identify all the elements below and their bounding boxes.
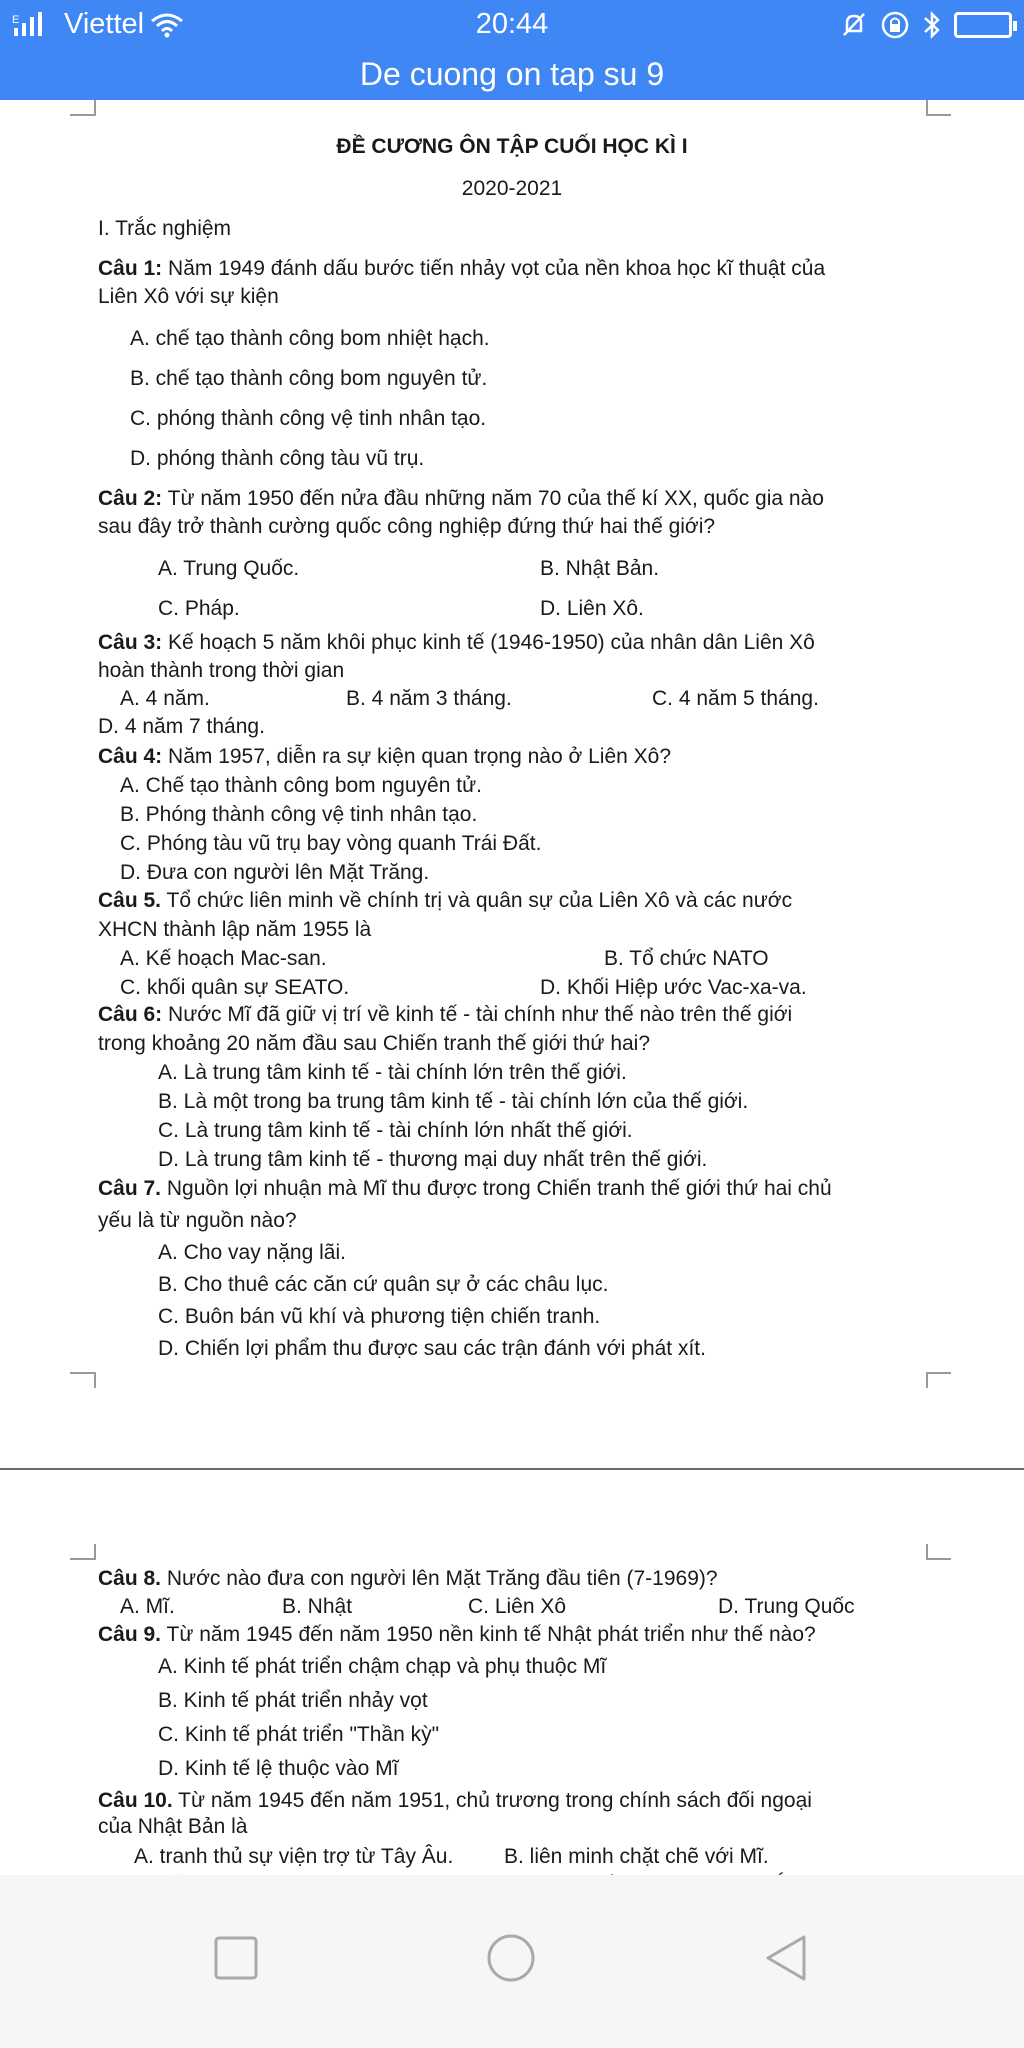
option: B. Là một trong ba trung tâm kinh tế - tài chính lớn của thế giới. — [158, 1090, 749, 1113]
option: B. Phóng thành công vệ tinh nhân tạo. — [120, 803, 478, 826]
lock-rotation-icon — [880, 10, 910, 40]
navigation-bar — [0, 1875, 1024, 2048]
page-corner-mark — [70, 100, 96, 116]
question-2-cont: sau đây trở thành cường quốc công nghiệp đứng thứ hai thế giới? — [98, 515, 716, 538]
option: C. Pháp. — [158, 597, 240, 620]
carrier-name: Viettel — [64, 8, 145, 40]
question-5: Câu 5. Tổ chức liên minh về chính trị và quân sự của Liên Xô và các nước — [98, 889, 793, 912]
document-year: 2020-2021 — [461, 177, 563, 200]
option: A. Cho vay nặng lãi. — [158, 1241, 346, 1264]
bell-off-icon — [840, 11, 868, 39]
option: A. Kế hoạch Mac-san. — [120, 947, 327, 970]
page-corner-mark — [70, 1544, 96, 1560]
option: B. 4 năm 3 tháng. — [346, 687, 512, 710]
option: D. Là trung tâm kinh tế - thương mại duy nhất trên thế giới. — [158, 1148, 708, 1171]
page-corner-mark — [70, 1372, 96, 1388]
option: A. Là trung tâm kinh tế - tài chính lớn trên thế giới. — [158, 1061, 627, 1084]
question-2: Câu 2: Từ năm 1950 đến nửa đầu những năm 70 của thế kí XX, quốc gia nào — [98, 487, 824, 510]
bluetooth-icon — [922, 10, 942, 40]
question-6-cont: trong khoảng 20 năm đầu sau Chiến tranh thế giới thứ hai? — [98, 1032, 651, 1055]
question-7-cont: yếu là từ nguồn nào? — [98, 1209, 297, 1232]
home-circle-icon[interactable] — [486, 1933, 536, 1983]
option: D. Chiến lợi phẩm thu được sau các trận đánh với phát xít. — [158, 1337, 706, 1360]
battery-icon — [954, 12, 1012, 38]
page-separator — [0, 1468, 1024, 1470]
option: D. Liên Xô. — [540, 597, 644, 620]
question-7: Câu 7. Nguồn lợi nhuận mà Mĩ thu được trong Chiến tranh thế giới thứ hai chủ — [98, 1177, 832, 1200]
option: C. Phóng tàu vũ trụ bay vòng quanh Trái Đất. — [120, 832, 542, 855]
option: C. phóng thành công vệ tinh nhân tạo. — [130, 407, 487, 430]
page-corner-mark — [926, 100, 952, 116]
page-corner-mark — [926, 1544, 952, 1560]
option: A. tranh thủ sự viện trợ từ Tây Âu. — [134, 1845, 454, 1868]
option: D. Khối Hiệp ước Vac-xa-va. — [540, 976, 807, 999]
page-corner-mark — [926, 1372, 952, 1388]
question-6: Câu 6: Nước Mĩ đã giữ vị trí về kinh tế - tài chính như thế nào trên thế giới — [98, 1003, 793, 1026]
question-8: Câu 8. Nước nào đưa con người lên Mặt Trăng đầu tiên (7-1969)? — [98, 1567, 718, 1590]
option: A. Chế tạo thành công bom nguyên tử. — [120, 774, 482, 797]
document-view[interactable] — [0, 100, 1024, 1875]
document-heading: ĐỀ CƯƠNG ÔN TẬP CUỐI HỌC KÌ I — [336, 135, 688, 158]
option: A. Mĩ. — [120, 1595, 175, 1618]
option: B. chế tạo thành công bom nguyên tử. — [130, 367, 488, 390]
option: A. chế tạo thành công bom nhiệt hạch. — [130, 327, 490, 350]
option: C. khối quân sự SEATO. — [120, 976, 350, 999]
option: B. liên minh chặt chẽ với Mĩ. — [504, 1845, 769, 1868]
question-9: Câu 9. Từ năm 1945 đến năm 1950 nền kinh tế Nhật phát triển như thế nào? — [98, 1623, 816, 1646]
status-bar — [0, 0, 1024, 50]
option: A. Trung Quốc. — [158, 557, 300, 580]
recents-square-icon[interactable] — [212, 1933, 262, 1983]
option: D. phóng thành công tàu vũ trụ. — [130, 447, 425, 470]
option: C. Liên Xô — [468, 1595, 567, 1618]
option: B. Nhật — [282, 1595, 353, 1618]
option: C. Kinh tế phát triển "Thần kỳ" — [158, 1723, 440, 1746]
option: B. Cho thuê các căn cứ quân sự ở các châu lục. — [158, 1273, 609, 1296]
option: D. Kinh tế lệ thuộc vào Mĩ — [158, 1757, 399, 1780]
question-3-cont: hoàn thành trong thời gian — [98, 659, 345, 682]
app-title: De cuong on tap su 9 — [359, 56, 665, 92]
svg-text:E: E — [12, 13, 20, 26]
question-10-cont: của Nhật Bản là — [98, 1815, 248, 1838]
option: B. Kinh tế phát triển nhảy vọt — [158, 1689, 428, 1712]
clock: 20:44 — [475, 8, 549, 40]
question-1: Câu 1: Năm 1949 đánh dấu bước tiến nhảy vọt của nền khoa học kĩ thuật của — [98, 257, 826, 280]
back-triangle-icon[interactable] — [762, 1933, 812, 1983]
option: C. Buôn bán vũ khí và phương tiện chiến tranh. — [158, 1305, 601, 1328]
option: A. Kinh tế phát triển chậm chạp và phụ thuộc Mĩ — [158, 1655, 607, 1678]
option: C. Là trung tâm kinh tế - tài chính lớn nhất thế giới. — [158, 1119, 633, 1142]
option: C. 4 năm 5 tháng. — [652, 687, 819, 710]
option: B. Tổ chức NATO — [604, 947, 769, 970]
section-title: I. Trắc nghiệm — [98, 217, 232, 240]
option: D. Đưa con người lên Mặt Trăng. — [120, 861, 430, 884]
question-5-cont: XHCN thành lập năm 1955 là — [98, 918, 372, 941]
option: D. 4 năm 7 tháng. — [98, 715, 265, 738]
option: A. 4 năm. — [120, 687, 210, 710]
option: B. Nhật Bản. — [540, 557, 660, 580]
option: D. Trung Quốc — [718, 1595, 855, 1618]
app-header — [0, 0, 1024, 100]
question-1-cont: Liên Xô với sự kiện — [98, 285, 279, 308]
question-3: Câu 3: Kế hoạch 5 năm khôi phục kinh tế (1946-1950) của nhân dân Liên Xô — [98, 631, 815, 654]
question-4: Câu 4: Năm 1957, diễn ra sự kiện quan trọng nào ở Liên Xô? — [98, 745, 672, 768]
question-10: Câu 10. Từ năm 1945 đến năm 1951, chủ trương trong chính sách đối ngoại — [98, 1789, 812, 1812]
